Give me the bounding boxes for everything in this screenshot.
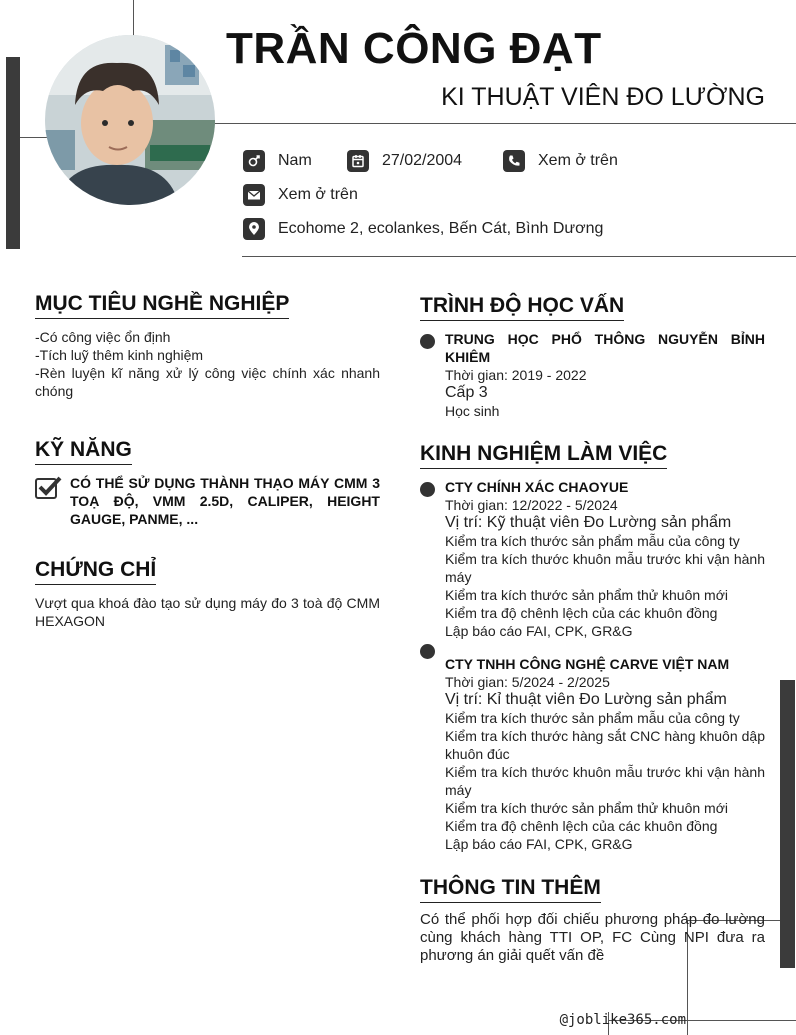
header-left-line (20, 137, 48, 138)
job-task: Kiểm tra kích thước sản phẩm mẫu của công ty (445, 710, 740, 726)
company-name: CTY CHÍNH XÁC CHAOYUE (445, 479, 629, 495)
job-time: Thời gian: 5/2024 - 2/2025 (445, 674, 610, 690)
job-task: Kiểm tra độ chênh lệch của các khuôn đồng (445, 818, 718, 834)
job-position: Vị trí: Kỉ thuật viên Đo Lường sản phẩm (445, 691, 727, 708)
email-value[interactable]: Xem ở trên (278, 186, 358, 203)
calendar-icon (347, 150, 369, 172)
gender-icon (243, 150, 265, 172)
job-task: Kiểm tra độ chênh lệch của các khuôn đồng (445, 605, 718, 621)
header-divider (214, 123, 796, 124)
job-position: Vị trí: Kỹ thuật viên Đo Lường sản phẩm (445, 514, 732, 531)
phone-row (503, 150, 618, 172)
education-item (420, 330, 765, 420)
certificates-text: Vượt qua khoá đào tạo sử dụng máy đo 3 toà độ CMM HEXAGON (35, 595, 380, 629)
job-item (420, 478, 765, 640)
left-accent-bar (6, 57, 20, 249)
job-task: Kiểm tra kích thước sản phẩm thử khuôn mới (445, 800, 728, 816)
footer-watermark: @joblike365.com (559, 1012, 686, 1028)
birthday-value: 27/02/2004 (382, 152, 463, 169)
objective-text (35, 328, 380, 400)
location-icon (243, 218, 265, 240)
job-item (420, 644, 765, 853)
objective-heading: MỤC TIÊU NGHỀ NGHIỆP (35, 292, 289, 319)
education-time: Thời gian: 2019 - 2022 (445, 367, 587, 383)
job-task: Lập báo cáo FAI, CPK, GR&G (445, 836, 633, 852)
checkbox-checked-icon (35, 476, 62, 500)
experience-heading: KINH NGHIỆM LÀM VIỆC (420, 442, 667, 469)
objective-line: -Có công việc ổn định (35, 329, 171, 345)
company-name: CTY TNHH CÔNG NGHỆ CARVE VIỆT NAM (445, 656, 730, 672)
job-task: Kiểm tra kích thước khuôn mẫu trước khi vận hành máy (445, 764, 765, 798)
extra-info-text: Có thể phối hợp đối chiếu phương pháp đo lường cùng khách hàng TTI OP, FC Cùng NPI đưa ra phương án giải quết vấn đề (420, 911, 765, 964)
objective-line: -Tích luỹ thêm kinh nghiệm (35, 347, 204, 363)
bullet-icon (420, 482, 435, 497)
address-value: Ecohome 2, ecolankes, Bến Cát, Bình Dương (278, 220, 604, 237)
candidate-name: TRẦN CÔNG ĐẠT (226, 24, 602, 73)
job-task: Kiểm tra kích thước sản phẩm thử khuôn mới (445, 587, 728, 603)
top-vertical-line (133, 0, 134, 38)
email-icon (243, 184, 265, 206)
education-level: Cấp 3 (445, 384, 488, 401)
gender-row (243, 150, 312, 172)
objective-line: -Rèn luyện kĩ năng xử lý công việc chính xác nhanh chóng (35, 365, 380, 399)
bullet-icon (420, 644, 435, 659)
job-task: Lập báo cáo FAI, CPK, GR&G (445, 623, 633, 639)
school-name: TRUNG HỌC PHỔ THÔNG NGUYỄN BỈNH KHIÊM (445, 331, 765, 365)
job-time: Thời gian: 12/2022 - 5/2024 (445, 497, 618, 513)
phone-icon (503, 150, 525, 172)
birthday-row (347, 150, 462, 172)
education-role: Học sinh (445, 403, 500, 419)
skills-heading: KỸ NĂNG (35, 438, 132, 465)
extra-info-heading: THÔNG TIN THÊM (420, 876, 601, 903)
job-title: KI THUẬT VIÊN ĐO LƯỜNG (441, 83, 765, 111)
email-row (243, 184, 358, 206)
skill-text: CÓ THỂ SỬ DỤNG THÀNH THẠO MÁY CMM 3 TOẠ ĐỘ, VMM 2.5D, CALIPER, HEIGHT GAUGE, PANME, ... (70, 475, 380, 527)
job-task: Kiểm tra kích thước sản phẩm mẫu của công ty (445, 533, 740, 549)
certificates-heading: CHỨNG CHỈ (35, 558, 156, 585)
avatar (45, 35, 215, 205)
info-divider (242, 256, 796, 257)
right-accent-bar (780, 680, 795, 968)
job-task: Kiểm tra kích thước khuôn mẫu trước khi vận hành máy (445, 551, 765, 585)
bullet-icon (420, 334, 435, 349)
gender-value: Nam (278, 152, 312, 169)
education-heading: TRÌNH ĐỘ HỌC VẤN (420, 294, 624, 321)
address-row (243, 218, 603, 240)
job-task: Kiểm tra kích thước hàng sắt CNC hàng khuôn dập khuôn đúc (445, 728, 765, 762)
skill-item (35, 474, 380, 528)
phone-value[interactable]: Xem ở trên (538, 152, 618, 169)
avatar-photo (45, 35, 215, 205)
